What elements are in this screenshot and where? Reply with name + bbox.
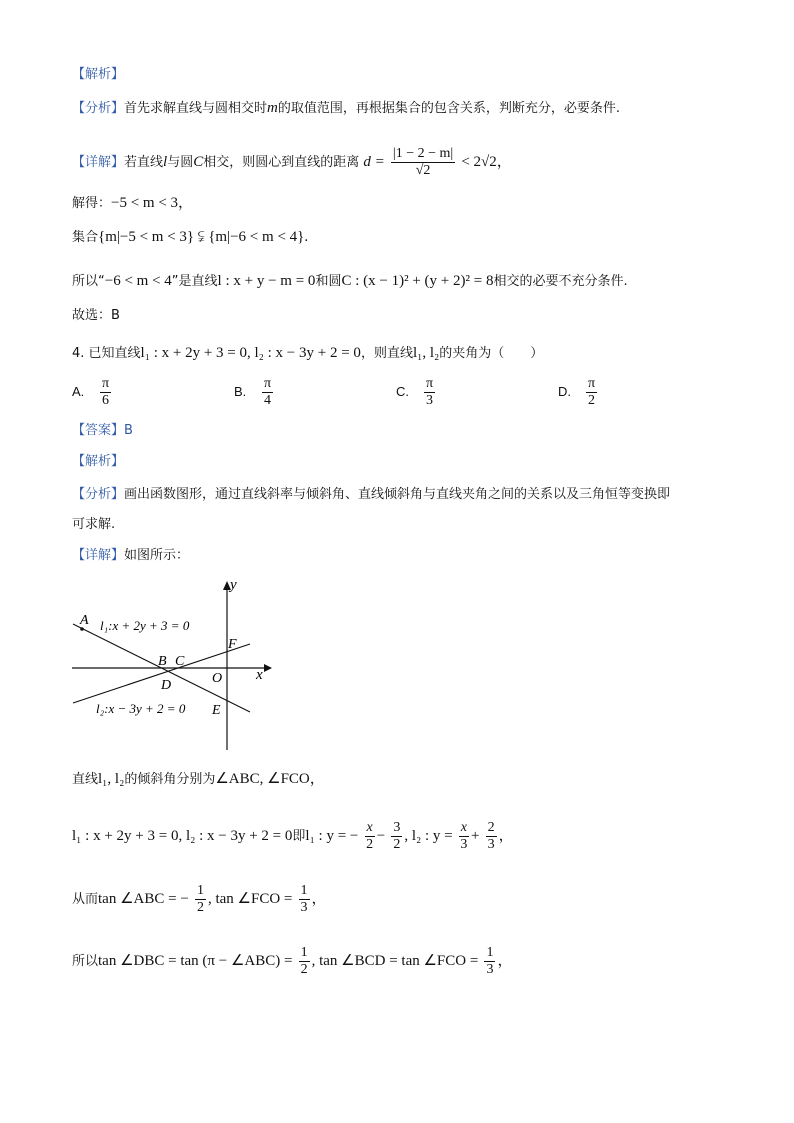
option-c: C. $\frac{\pi}{3}$ <box>396 376 434 408</box>
label-b: B <box>158 654 167 669</box>
jiexi-heading: 【解析】 <box>72 67 125 82</box>
y-axis-label: y <box>230 577 237 593</box>
x-axis-label: x <box>256 667 263 683</box>
option-d: D. $\frac{\pi}{2}$ <box>558 376 596 408</box>
lines-figure <box>60 576 280 756</box>
q4-answer: 【答案】B <box>72 423 133 438</box>
answer-choice-q3: 故选：B <box>72 308 120 323</box>
option-b: B. $\frac{\pi}{4}$ <box>234 376 272 408</box>
q4-step1: 直线l₁, l₂的倾斜角分别为∠ABC, ∠FCO， <box>72 771 325 787</box>
label-f: F <box>228 637 237 652</box>
q4-fenxi-line1: 【分析】画出函数图形，通过直线斜率与倾斜角、直线倾斜角与直线夹角之间的关系以及三角恒等变换即 <box>72 487 671 502</box>
q4-stem: 4. 已知直线l₁ : x + 2y + 3 = 0, l₂ : x − 3y + 2 = 0，则直线l₁, l₂的夹角为（ ） <box>72 345 544 361</box>
option-a: A. $\frac{\pi}{6}$ <box>72 376 110 408</box>
label-d: D <box>161 678 172 693</box>
q4-step4: 所以tan ∠DBC = tan (π − ∠ABC) = $\frac{1}{2}$ , tan ∠BCD = tan ∠FCO = $\frac{1}{3}$ ， <box>72 945 513 977</box>
q4-xiangjie: 【详解】如图所示： <box>72 548 190 563</box>
q4-fenxi-line2: 可求解. <box>72 517 116 532</box>
label-e: E <box>212 703 221 718</box>
suoyi-line: 所以“−6 < m < 4”是直线l : x + y − m = 0和圆C : (x − 1)² + (y + 2)² = 8相交的必要不充分条件. <box>72 273 628 289</box>
jihe-line: 集合{m|−5 < m < 3} ⫋ {m|−6 < m < 4}. <box>72 229 309 245</box>
x-axis-arrow <box>264 664 272 672</box>
distance-fraction: $\frac{|1 - 2 - m|}{√2}$ <box>392 146 454 178</box>
label-l1-equation: l₁:x + 2y + 3 = 0 <box>100 618 190 633</box>
label-c: C <box>175 654 185 669</box>
label-o: O <box>212 671 223 686</box>
label-l2-equation: l₂:x − 3y + 2 = 0 <box>96 701 186 716</box>
xiangjie-paragraph: 【详解】若直线l与圆C相交，则圆心到直线的距离 d = $\frac{|1 - 2 - m|}{√2}$ < 2√2， <box>72 146 512 178</box>
fenxi-paragraph: 【分析】首先求解直线与圆相交时m的取值范围，再根据集合的包含关系，判断充分，必要条件. <box>72 100 621 116</box>
q4-step3: 从而tan ∠ABC = − $\frac{1}{2}$ , tan ∠FCO = $\frac{1}{3}$ ， <box>72 883 327 915</box>
label-a: A <box>80 613 89 628</box>
jiede-line: 解得：−5 < m < 3， <box>72 195 194 211</box>
line-l2 <box>73 644 250 703</box>
q4-step2: l₁ : x + 2y + 3 = 0, l₂ : x − 3y + 2 = 0即l₁ : y = − $\frac{x}{2}$ − $\frac{3}{2}$ , l₂ : y = $\frac{x}{3}$ + $\frac{2}{3}$ ， <box>72 820 514 852</box>
q4-jiexi-heading: 【解析】 <box>72 454 125 469</box>
